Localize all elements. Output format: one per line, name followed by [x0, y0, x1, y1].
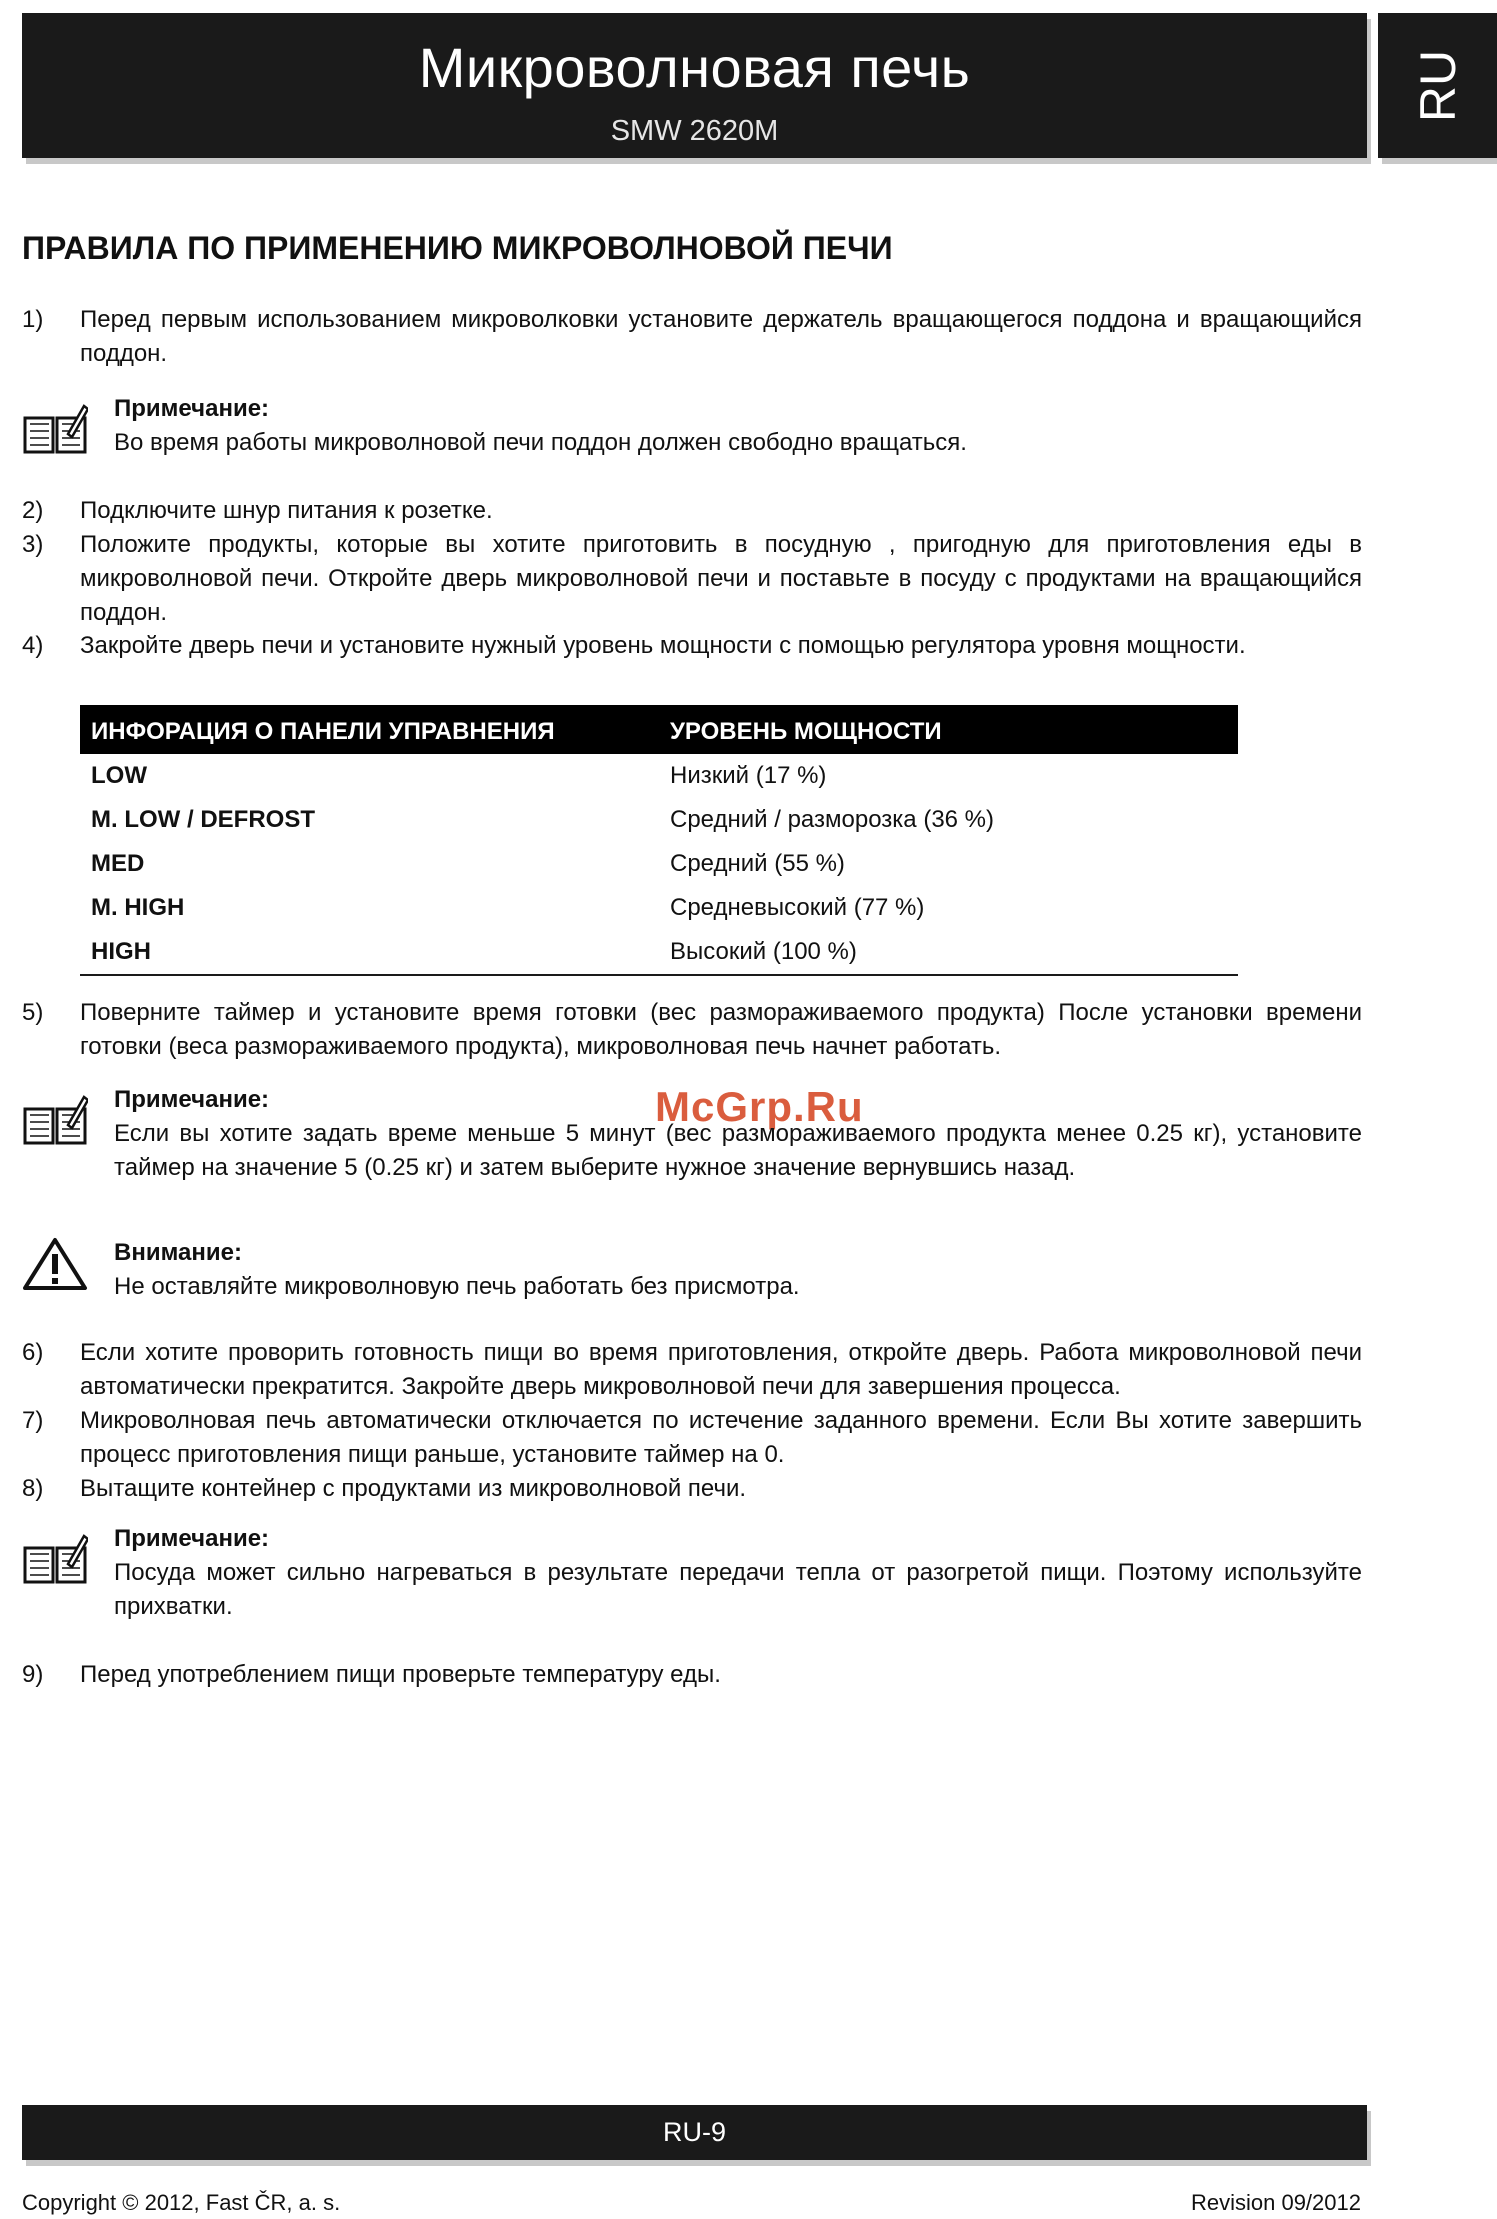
- note-text: Во время работы микроволновой печи поддон должен свободно вращаться.: [114, 429, 967, 456]
- power-level-table: [80, 705, 1238, 976]
- table-row: [80, 842, 1238, 886]
- warning-text: Не оставляйте микроволновую печь работать без присмотра.: [114, 1273, 800, 1300]
- step-text: Вытащите контейнер с продуктами из микроволновой печи.: [80, 1475, 747, 1502]
- note-text: Если вы хотите задать време меньше 5 минут (вес размораживаемого продукта менее 0.25 кг), установите таймер на значение 5 (0.25 кг) и затем выберите нужное значение вернувшись назад.: [114, 1120, 1362, 1181]
- step-number: 3): [22, 531, 44, 558]
- step-number: 5): [22, 999, 44, 1026]
- copyright-text: Copyright © 2012, Fast ČR, a. s.: [22, 2190, 341, 2215]
- step-number: 2): [22, 497, 44, 524]
- step-number: 4): [22, 632, 44, 659]
- list-item: [22, 303, 1362, 371]
- level-cell: Низкий (17 %): [670, 762, 827, 789]
- language-label: RU: [1409, 49, 1466, 122]
- table-row: [80, 886, 1238, 930]
- level-cell: Средний (55 %): [670, 850, 845, 877]
- step-text: Закройте дверь печи и установите нужный уровень мощности с помощью регулятора уровня мощности.: [80, 632, 1246, 659]
- table-row: [80, 798, 1238, 842]
- note-heading: Примечание:: [114, 1525, 270, 1552]
- list-item: [22, 1336, 1362, 1404]
- list-item: [22, 1658, 1362, 1692]
- warning-heading: Внимание:: [114, 1239, 242, 1266]
- step-number: 9): [22, 1661, 44, 1688]
- book-icon: [22, 404, 88, 456]
- column-header: ИНФОРАЦИЯ О ПАНЕЛИ УПРАВНЕНИЯ: [80, 705, 659, 754]
- document-title: Микроволновая печь: [418, 36, 971, 99]
- step-text: Перед употреблением пищи проверьте температуру еды.: [80, 1661, 721, 1688]
- list-item: [22, 494, 1362, 528]
- note-text: Посуда может сильно нагреваться в результате передачи тепла от разогретой пищи. Поэтому используйте прихватки.: [114, 1559, 1362, 1620]
- mode-cell: M. HIGH: [91, 894, 185, 921]
- step-text: Микроволновая печь автоматически отключается по истечение заданного времени. Если Вы хотите завершить процесс приготовления пищи раньше, установите таймер на 0.: [80, 1407, 1362, 1468]
- mode-cell: M. LOW / DEFROST: [91, 806, 315, 833]
- step-number: 6): [22, 1339, 44, 1366]
- list-item: [22, 1404, 1362, 1472]
- warning-block: [22, 1236, 1362, 1304]
- watermark: McGrp.Ru: [655, 1083, 864, 1130]
- list-item: [22, 1472, 1362, 1506]
- table-header-row: [80, 705, 1238, 754]
- column-header: УРОВЕНЬ МОЩНОСТИ: [659, 705, 1238, 754]
- warning-icon: [22, 1236, 88, 1292]
- model-number: SMW 2620M: [610, 115, 779, 147]
- page-header: [22, 13, 1367, 158]
- table-row: [80, 754, 1238, 798]
- mode-cell: HIGH: [91, 938, 151, 965]
- note-block: [22, 1522, 1362, 1624]
- footer-bar: [22, 2105, 1367, 2160]
- step-number: 7): [22, 1407, 44, 1434]
- book-icon: [22, 1095, 88, 1147]
- level-cell: Высокий (100 %): [670, 938, 857, 965]
- list-item: [22, 528, 1362, 630]
- note-heading: Примечание:: [114, 1086, 270, 1113]
- table-row: [80, 930, 1238, 975]
- step-text: Поверните таймер и установите время готовки (вес размораживаемого продукта) После установки времени готовки (веса размораживаемого продукта), микроволновая печь начнет работать.: [80, 999, 1362, 1060]
- mode-cell: LOW: [91, 762, 147, 789]
- level-cell: Средневысокий (77 %): [670, 894, 925, 921]
- step-number: 1): [22, 306, 44, 333]
- step-text: Положите продукты, которые вы хотите приготовить в посудную , пригодную для приготовления еды в микроволновой печи. Откройте дверь микроволновой печи и поставьте в посуду с продуктами на вращающийся поддон.: [80, 531, 1362, 626]
- revision-text: Revision 09/2012: [1190, 2190, 1361, 2215]
- step-text: Если хотите проворить готовность пищи во время приготовления, откройте дверь. Работа микроволновой печи автоматически прекратится. Закройте дверь микроволновой печи для завершения процесса.: [80, 1339, 1362, 1400]
- step-text: Подключите шнур питания к розетке.: [80, 497, 493, 524]
- language-tab: [1378, 13, 1497, 158]
- page-number: RU-9: [662, 2117, 726, 2147]
- book-icon: [22, 1534, 88, 1586]
- list-item: [22, 629, 1362, 663]
- note-heading: Примечание:: [114, 395, 270, 422]
- note-block: [22, 392, 1362, 460]
- step-number: 8): [22, 1475, 44, 1502]
- section-title: ПРАВИЛА ПО ПРИМЕНЕНИЮ МИКРОВОЛНОВОЙ ПЕЧИ: [22, 230, 893, 266]
- step-text: Перед первым использованием микроволковки установите держатель вращающегося поддона и вращающийся поддон.: [80, 306, 1362, 367]
- list-item: [22, 996, 1362, 1064]
- note-block: [22, 1083, 1362, 1185]
- mode-cell: MED: [91, 850, 145, 877]
- level-cell: Средний / разморозка (36 %): [670, 806, 995, 833]
